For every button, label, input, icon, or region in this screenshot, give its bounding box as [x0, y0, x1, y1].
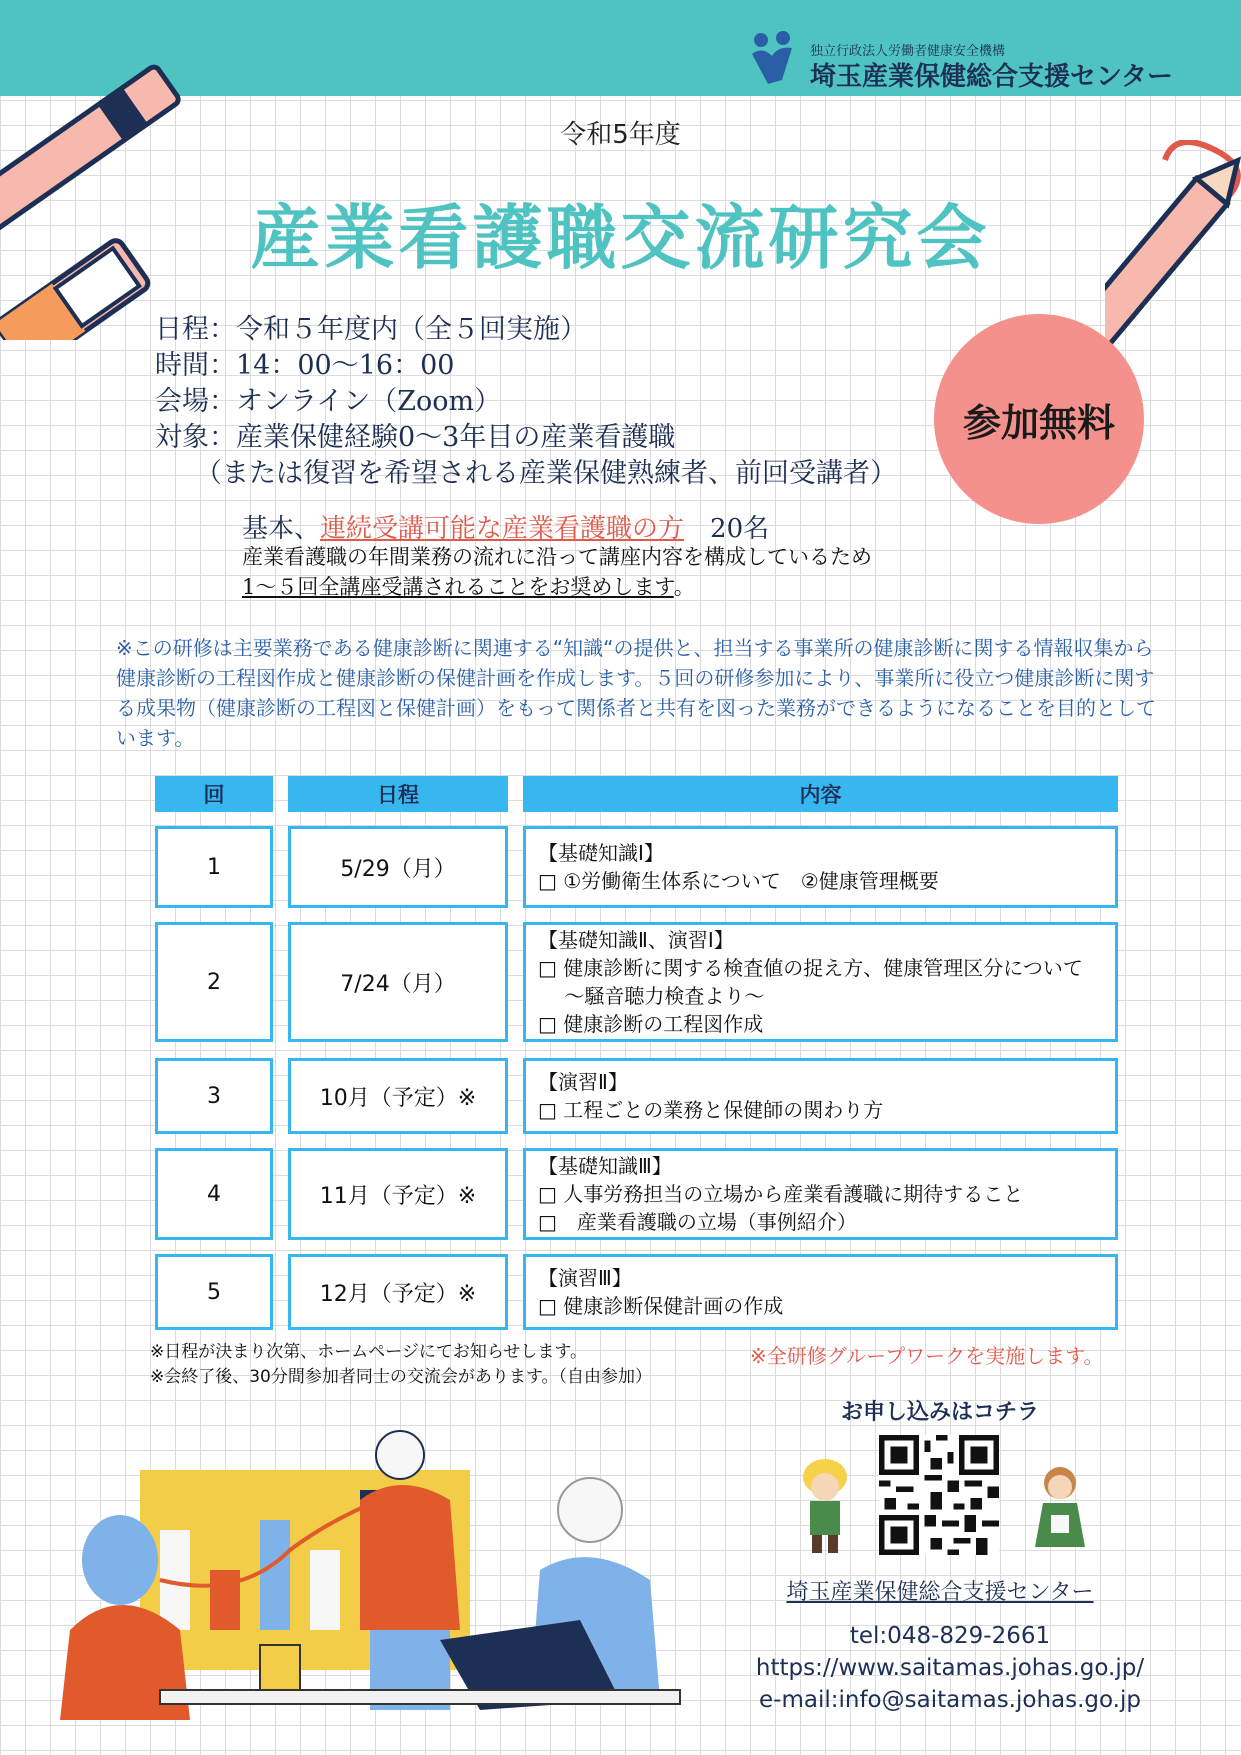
row-4-content	[523, 1148, 1118, 1240]
row-2-line-2: □ 健康診断に関する検査値の捉え方、健康管理区分について	[538, 956, 1083, 980]
capacity-count: 20名	[710, 514, 770, 544]
row-1-line-2: □ ①労働衛生体系について ②健康管理概要	[538, 869, 939, 893]
row-3-line-2: □ 工程ごとの業務と保健師の関わり方	[538, 1098, 884, 1122]
organization-parent-name: 独立行政法人労働者健康安全機構	[810, 44, 1006, 59]
mascot-left-icon	[790, 1455, 860, 1555]
free-badge: 参加無料	[934, 314, 1144, 524]
row-5-line-1: 【演習Ⅲ】	[538, 1266, 632, 1290]
event-info	[155, 312, 897, 492]
capacity-note	[242, 542, 872, 602]
row-3-content	[523, 1058, 1118, 1134]
info-target-note: （または復習を希望される産業保健熟練者、前回受講者）	[195, 458, 897, 489]
info-time: 時間：14：00〜16：00	[155, 350, 455, 381]
row-5-content	[523, 1254, 1118, 1330]
contact-info	[740, 1620, 1160, 1716]
row-4-date: 11月（予定）※	[288, 1148, 508, 1240]
table-header-no: 回	[155, 776, 273, 812]
row-1-content	[523, 826, 1118, 908]
info-target: 対象：産業保健経験0〜3年目の産業看護職	[155, 422, 676, 453]
row-4-line-3: □ 産業看護職の立場（事例紹介）	[538, 1210, 857, 1234]
footnote-2: ※会終了後、30分間参加者同士の交流会があります。（自由参加）	[150, 1367, 653, 1387]
table-header-date: 日程	[288, 776, 508, 812]
center-name-link[interactable]: 埼玉産業保健総合支援センター	[786, 1580, 1094, 1605]
fiscal-year: 令和5年度	[560, 120, 681, 150]
capacity-note-2-end: 。	[673, 575, 695, 599]
row-5-line-2: □ 健康診断保健計画の作成	[538, 1294, 784, 1318]
row-1-no: 1	[155, 826, 273, 908]
table-header-content: 内容	[523, 776, 1118, 812]
row-2-line-1: 【基礎知識Ⅱ、演習Ⅰ】	[538, 928, 734, 952]
group-work-note: ※全研修グループワークを実施します。	[750, 1344, 1104, 1368]
row-2-line-4: □ 健康診断の工程図作成	[538, 1012, 764, 1036]
row-3-line-1: 【演習Ⅱ】	[538, 1070, 628, 1094]
capacity-highlight: 連続受講可能な産業看護職の方	[320, 514, 685, 544]
organization-logo-icon	[748, 30, 798, 86]
page-title: 産業看護職交流研究会	[250, 197, 991, 279]
info-schedule: 日程：令和５年度内（全５回実施）	[155, 314, 587, 345]
row-2-content	[523, 922, 1118, 1042]
program-description: ※この研修は主要業務である健康診断に関連する“知識“の提供と、担当する事業所の健康診断に関する情報収集から健康診断の工程図作成と健康診断の保健計画を作成します。５回の研修参加により、事業所に役立つ健康診断に関する成果物（健康診断の工程図と保健計画）をもって関係者と共有を図った業務ができるようになることを目的としています。	[116, 636, 1156, 750]
info-venue: 会場：オンライン（Zoom）	[155, 386, 502, 417]
row-4-line-2: □ 人事労務担当の立場から産業看護職に期待すること	[538, 1182, 1024, 1206]
row-5-date: 12月（予定）※	[288, 1254, 508, 1330]
row-3-no: 3	[155, 1058, 273, 1134]
capacity-line	[242, 508, 769, 545]
row-2-date: 7/24（月）	[288, 922, 508, 1042]
row-4-line-1: 【基礎知識Ⅲ】	[538, 1154, 672, 1178]
footnote-1: ※日程が決まり次第、ホームページにてお知らせします。	[150, 1342, 588, 1362]
row-4-no: 4	[155, 1148, 273, 1240]
qr-code-icon[interactable]	[879, 1435, 999, 1555]
row-1-date: 5/29（月）	[288, 826, 508, 908]
meeting-illustration	[60, 1430, 700, 1720]
mascot-right-icon	[1025, 1455, 1095, 1555]
organization-name: 埼玉産業保健総合支援センター	[810, 62, 1173, 92]
apply-label: お申し込みはコチラ	[840, 1400, 1039, 1425]
footnotes	[150, 1340, 652, 1390]
capacity-prefix: 基本、	[242, 514, 321, 544]
contact-email[interactable]: e-mail:info@saitamas.johas.go.jp	[759, 1687, 1141, 1713]
capacity-note-2: 1〜５回全講座受講されることをお奨めします	[242, 575, 674, 599]
row-3-date: 10月（予定）※	[288, 1058, 508, 1134]
row-1-line-1: 【基礎知識Ⅰ】	[538, 841, 664, 865]
contact-url[interactable]: https://www.saitamas.johas.go.jp/	[755, 1655, 1145, 1681]
row-2-no: 2	[155, 922, 273, 1042]
capacity-note-1: 産業看護職の年間業務の流れに沿って講座内容を構成しているため	[242, 545, 872, 569]
contact-tel[interactable]: tel:048-829-2661	[849, 1623, 1051, 1649]
row-5-no: 5	[155, 1254, 273, 1330]
row-2-line-3: 〜騒音聴力検査より〜	[538, 984, 765, 1008]
